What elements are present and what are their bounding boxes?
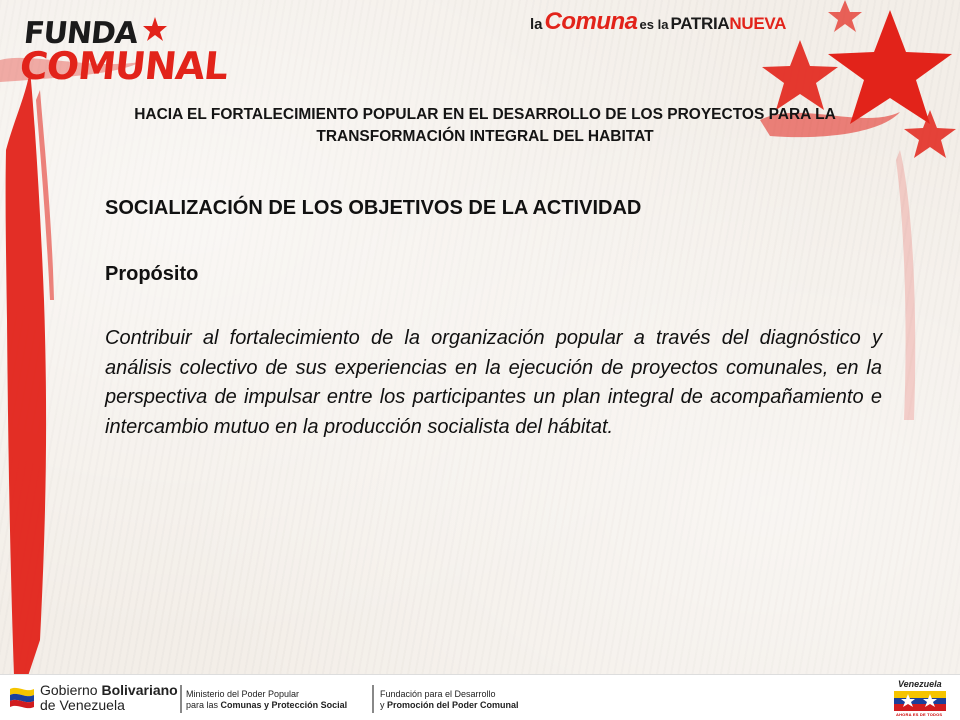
purpose-body: Contribuir al fortalecimiento de la organización popular a través del diagnóstico y análisis colectivo de sus experiencias en la ejecución de proyectos comunales, en la perspectiva de impulsar entre los participantes un plan integral de acompañamiento e intercambio mutuo en la producción socialista del hábitat. [105,327,882,438]
star-tiny [828,0,862,32]
fund-line2-bold: Promoción del Poder Comunal [387,700,519,710]
vzla-slogan: AHORA ES DE TODOS [896,712,943,717]
header-title: HACIA EL FORTALECIMIENTO POPULAR EN EL DESARROLLO DE LOS PROYECTOS PARA LA TRANSFORMACIÓN INTEGRAL DEL HABITAT [134,106,836,145]
purpose-title: Propósito [105,263,199,285]
ministry-text [186,689,347,711]
logo-funda-text: FUNDA [22,16,139,51]
fundacomunal-logo [17,14,230,88]
slogan-esla: es la [639,17,669,32]
gob-line2: de Venezuela [40,697,125,713]
venezuela-flag-icon [8,683,36,711]
footer-divider [180,685,182,713]
star-mid [762,40,838,110]
section-title: SOCIALIZACIÓN DE LOS OBJETIVOS DE LA ACTIVIDAD [105,197,642,219]
slogan-la: la [530,16,543,33]
slogan-patria: PATRIA [670,14,730,33]
venezuela-ahora-logo [890,679,950,719]
left-brush-stroke [6,70,46,676]
star-small [904,110,956,158]
vzla-title: Venezuela [898,679,942,689]
fundacion-text [380,689,519,711]
slogan-comuna: Comuna [544,8,638,35]
logo-comunal-text: COMUNAL [17,44,230,88]
gob-pre: Gobierno [40,682,98,698]
fund-line2-pre: y [380,700,385,710]
ministry-line2-bold: Comunas y Protección Social [220,700,348,710]
slogan-nueva: NUEVA [729,14,787,33]
slogan [530,8,787,35]
footer-bar [0,674,960,720]
gob-bold: Bolivariano [101,682,178,698]
vzla-star-logo-icon [894,691,946,711]
ministry-line2-pre: para las [186,700,219,710]
fund-line1: Fundación para el Desarrollo [380,689,496,699]
right-brush-stroke [896,150,915,420]
ministry-line1: Ministerio del Poder Popular [186,689,300,699]
gobierno-bolivariano-text [40,683,178,713]
logo-star-icon [142,16,168,42]
footer-divider [372,685,374,713]
